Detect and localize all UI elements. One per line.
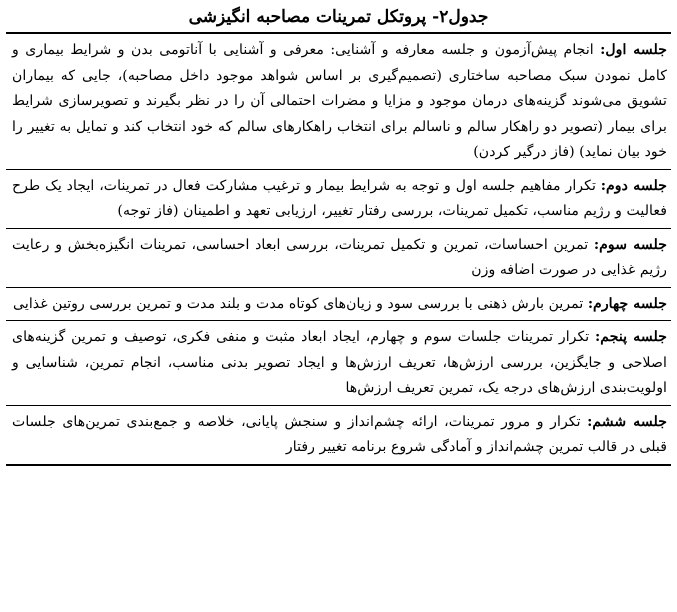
session-label: جلسه دوم: <box>600 177 667 194</box>
session-label: جلسه پنجم: <box>595 329 667 345</box>
session-label: جلسه چهارم: <box>587 295 667 312</box>
session-row-1 <box>6 34 671 170</box>
session-text: تکرار تمرینات جلسات سوم و چهارم، ایجاد ابعاد مثبت و منفی فکری، توصیف و تمرین گزینه‌های اصلاحی و جایگزین، بررسی ارزش‌ها، تعریف ارزش‌ها و ایجاد تصویر بدنی مناسب، انجام تمرین، شناسایی و اولویت‌بندی ارزش‌های درجه یک، تمرین تعریف ارزش‌ها <box>12 329 667 396</box>
session-row-4 <box>6 288 671 322</box>
table-title: جدول۲- پروتکل تمرینات مصاحبه انگیزشی <box>6 4 671 34</box>
session-label: جلسه اول: <box>600 42 667 58</box>
session-text: تمرین بارش ذهنی با بررسی سود و زیان‌های کوتاه مدت و بلند مدت و تمرین بررسی روتین غذایی <box>13 295 588 312</box>
session-row-5 <box>6 321 671 406</box>
session-label: جلسه سوم: <box>593 236 667 253</box>
session-row-2 <box>6 170 671 229</box>
session-text: تکرار مفاهیم جلسه اول و توجه به شرایط بیمار و ترغیب مشارکت فعال در تمرینات، ایجاد یک طرح فعالیت و رژیم مناسب، تکمیل تمرینات، بررسی رفتار تغییر، ارزیابی تعهد و اطمینان (فاز توجه) <box>12 177 667 219</box>
session-label: جلسه ششم: <box>587 413 667 430</box>
session-row-3 <box>6 229 671 288</box>
session-text: تکرار و مرور تمرینات، ارائه چشم‌انداز و سنجش پایانی، خلاصه و جمع‌بندی تمرین‌های جلسات قبلی در قالب تمرین چشم‌انداز و آمادگی شروع برنامه تغییر رفتار <box>12 413 667 455</box>
session-text: انجام پیش‌آزمون و جلسه معارفه و آشنایی: معرفی و آشنایی با آناتومی بدن و شرایط بیماری و کامل نمودن سبک مصاحبه ساختاری (تصمیم‌گیری بر اساس شواهد موجود داخل مصاحبه)، جایی که بیماران تشویق می‌شوند گزینه‌های درمان موجود و مزایا و مضرات احتمالی آن را در نظر بگیرند و تصویرسازی شرایط برای بیمار (تصویر دو راهکار سالم و ناسالم برای انتخاب راهکارهای سالم که خود انتخاب کند و تمایل به تغییر را خود بیان نماید) (فاز درگیر کردن) <box>12 42 667 160</box>
protocol-table <box>6 34 671 466</box>
session-text: تمرین احساسات، تمرین و تکمیل تمرینات، بررسی ابعاد احساسی، تمرینات انگیزه‌بخش و رعایت رژیم غذایی در صورت اضافه وزن <box>12 236 667 278</box>
session-row-6 <box>6 406 671 466</box>
